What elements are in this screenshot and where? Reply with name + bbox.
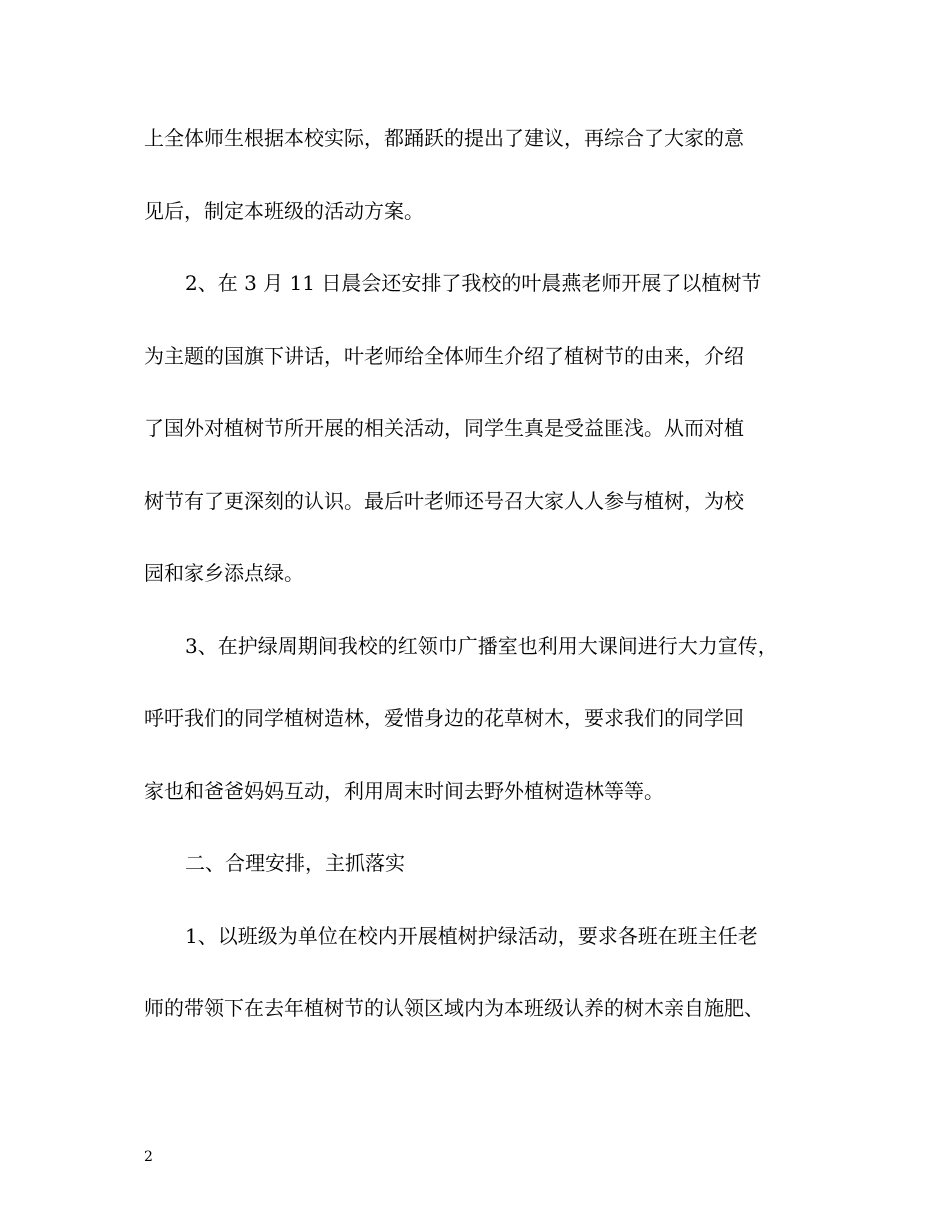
text-line-12: 1、以班级为单位在校内开展植树护绿活动，要求各班在班主任老 <box>185 923 758 948</box>
document-body <box>144 124 824 1067</box>
text-line-6: 树节有了更深刻的认识。最后叶老师还号召大家人人参与植树，为校 <box>144 488 744 513</box>
text-line-2: 见后，制定本班级的活动方案。 <box>144 198 424 223</box>
text-line-9: 呼吁我们的同学植树造林，爱惜身边的花草树木，要求我们的同学回 <box>144 706 744 730</box>
page-number: 2 <box>144 1149 153 1165</box>
text-line-1: 上全体师生根据本校实际，都踊跃的提出了建议，再综合了大家的意 <box>144 126 744 150</box>
text-line-8: 3、在护绿周期间我校的红领巾广播室也利用大课间进行大力宣传， <box>185 633 778 658</box>
text-line-4: 为主题的国旗下讲话，叶老师给全体师生介绍了植树节的由来，介绍 <box>144 343 744 368</box>
text-line-7: 园和家乡添点绿。 <box>144 561 304 585</box>
text-line-10: 家也和爸爸妈妈互动，利用周末时间去野外植树造林等等。 <box>144 778 664 803</box>
text-line-5: 了国外对植树节所开展的相关活动，同学生真是受益匪浅。从而对植 <box>144 416 744 440</box>
text-line-3: 2、在 3 月 11 日晨会还安排了我校的叶晨燕老师开展了以植树节 <box>185 271 762 295</box>
section-heading: 二、合理安排，主抓落实 <box>185 851 405 875</box>
text-line-13: 师的带领下在去年植树节的认领区域内为本班级认养的树木亲自施肥、 <box>144 996 764 1020</box>
